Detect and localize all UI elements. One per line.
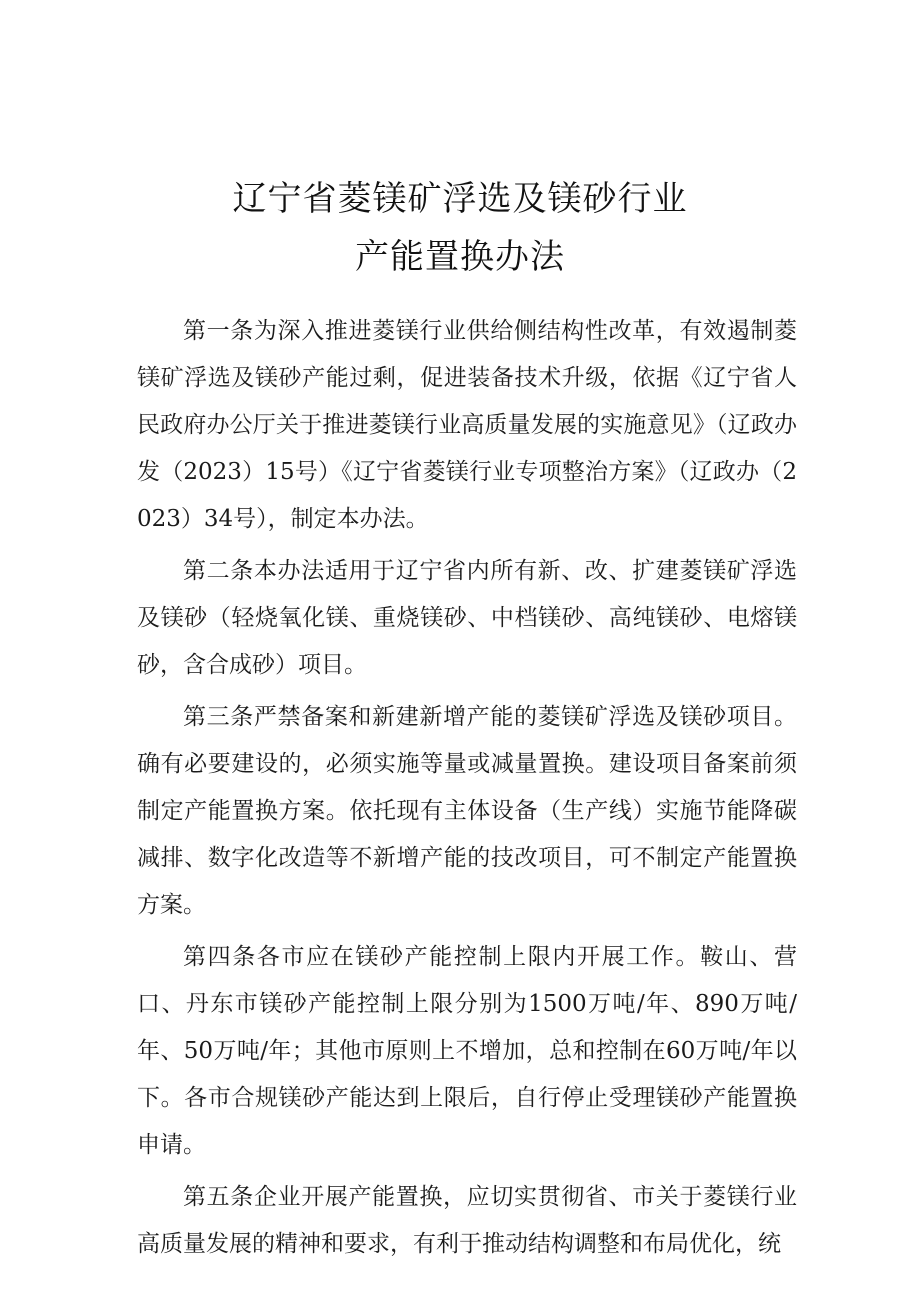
document-title-line-2: 产能置换办法 <box>355 237 565 277</box>
document-title-line-1: 辽宁省菱镁矿浮选及镁砂行业 <box>232 179 688 219</box>
article-1-paragraph: 第一条为深入推进菱镁行业供给侧结构性改革，有效遏制菱镁矿浮选及镁砂产能过剩，促进装备技术升级，依据《辽宁省人民政府办公厅关于推进菱镁行业高质量发展的实施意见》（辽政办发（2023）15号）《辽宁省菱镁行业专项整治方案》（辽政办（2023）34号），制定本办法。 <box>137 318 797 532</box>
article-3-paragraph: 第三条严禁备案和新建新增产能的菱镁矿浮选及镁砂项目。确有必要建设的，必须实施等量或减量置换。建设项目备案前须制定产能置换方案。依托现有主体设备（生产线）实施节能降碳减排、数字化改造等不新增产能的技改项目，可不制定产能置换方案。 <box>137 704 797 918</box>
document-body <box>137 308 797 1273</box>
article-5-paragraph: 第五条企业开展产能置换，应切实贯彻省、市关于菱镁行业高质量发展的精神和要求，有利于推动结构调整和布局优化，统 <box>137 1184 797 1257</box>
article-4-paragraph: 第四条各市应在镁砂产能控制上限内开展工作。鞍山、营口、丹东市镁砂产能控制上限分别为1500万吨/年、890万吨/年、50万吨/年；其他市原则上不增加，总和控制在60万吨/年以下。各市合规镁砂产能达到上限后，自行停止受理镁砂产能置换申请。 <box>137 944 797 1158</box>
article-2-paragraph: 第二条本办法适用于辽宁省内所有新、改、扩建菱镁矿浮选及镁砂（轻烧氧化镁、重烧镁砂、中档镁砂、高纯镁砂、电熔镁砂，含合成砂）项目。 <box>137 558 797 678</box>
